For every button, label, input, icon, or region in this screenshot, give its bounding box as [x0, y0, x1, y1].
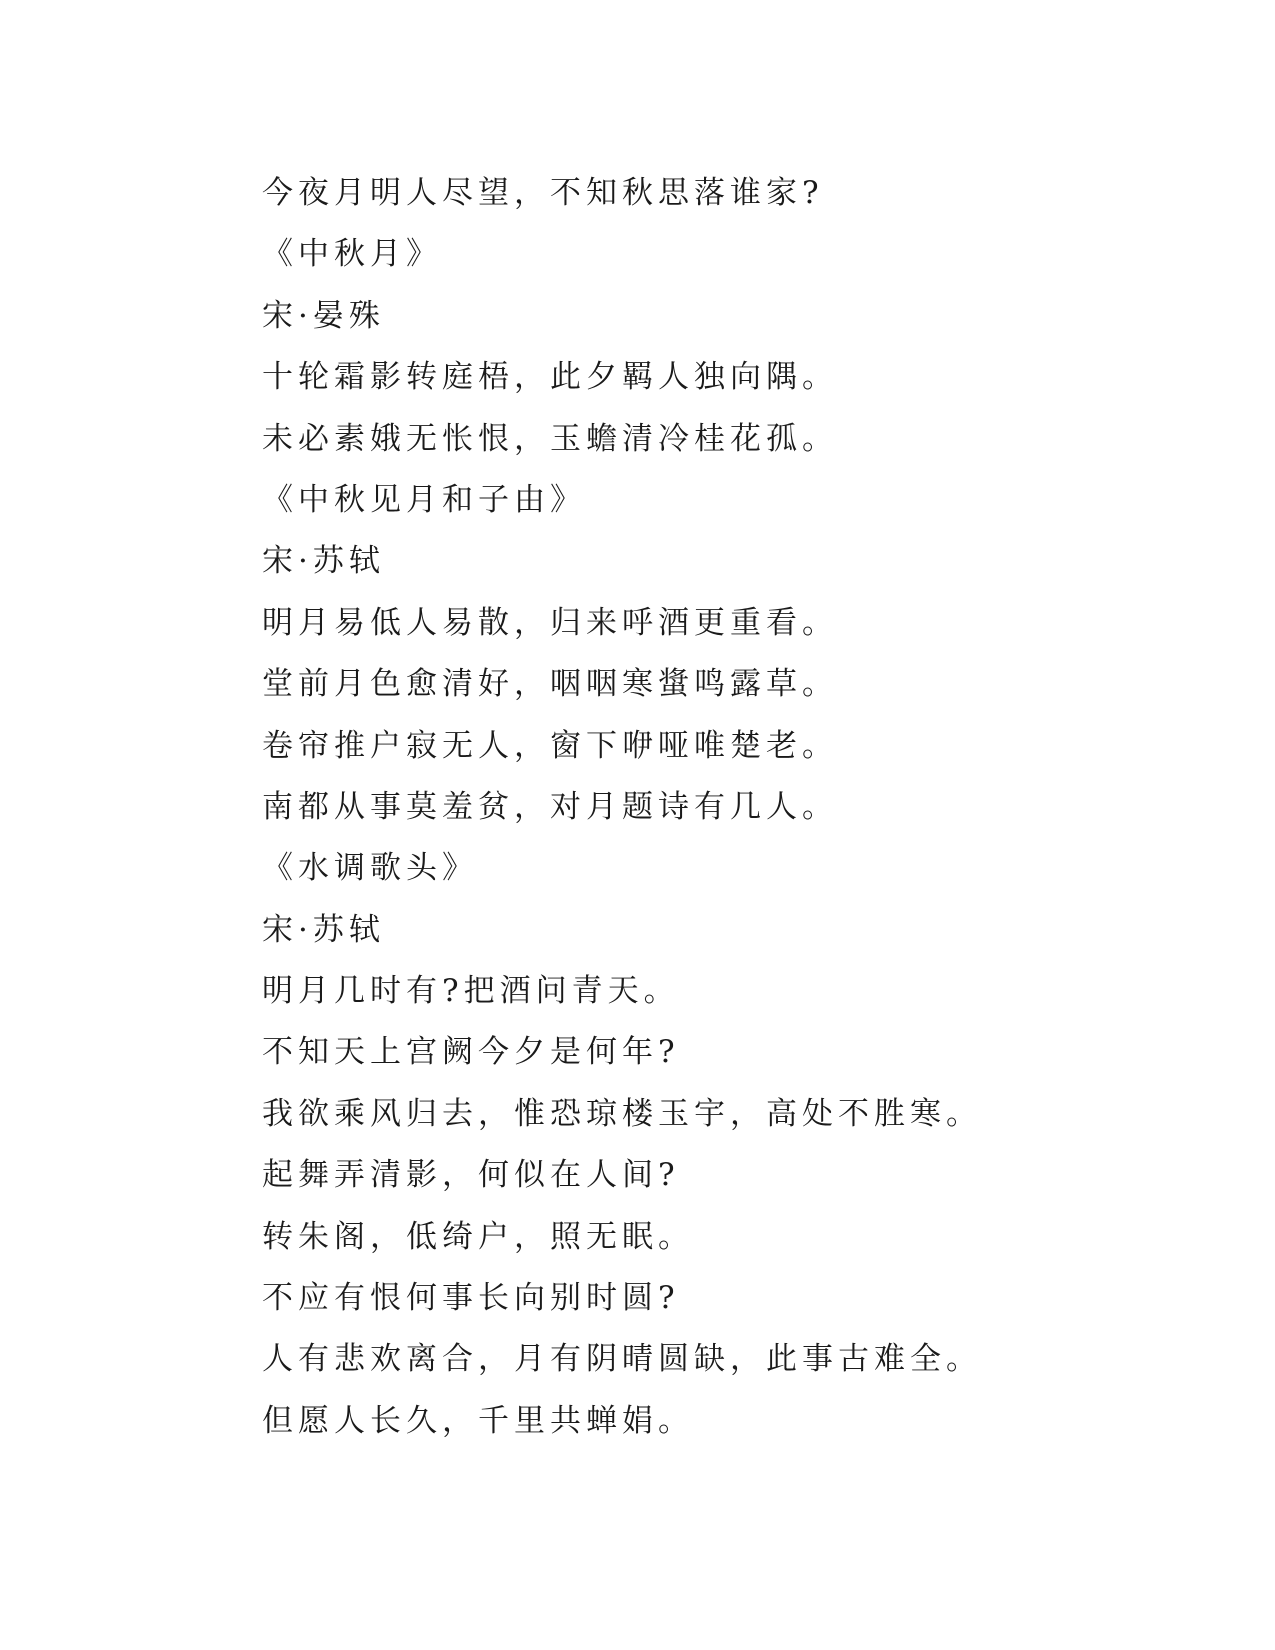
poem-title: 《中秋月》	[262, 236, 442, 273]
poem-line: 今夜月明人尽望，不知秋思落谁家?	[262, 175, 824, 211]
poem-line: 起舞弄清影，何似在人间?	[262, 1157, 680, 1194]
poem-line: 明月几时有?把酒问青天。	[262, 973, 680, 1010]
poem-text-block	[262, 163, 1212, 1452]
poem-line: 南都从事莫羞贫，对月题诗有几人。	[262, 788, 838, 825]
poem-line: 转朱阁，低绮户，照无眠。	[262, 1218, 694, 1255]
poem-line: 未必素娥无怅恨，玉蟾清冷桂花孤。	[262, 420, 838, 457]
poem-author: 宋·苏轼	[262, 911, 385, 948]
poem-author: 宋·苏轼	[262, 543, 385, 580]
poem-line: 不应有恨何事长向别时圆?	[262, 1280, 680, 1317]
poem-line: 人有悲欢离合，月有阴晴圆缺，此事古难全。	[262, 1341, 982, 1378]
poem-line: 堂前月色愈清好，咽咽寒螀鸣露草。	[262, 666, 838, 703]
poem-line: 卷帘推户寂无人，窗下咿哑唯楚老。	[262, 727, 838, 764]
poem-author: 宋·晏殊	[262, 297, 385, 334]
poem-line: 我欲乘风归去，惟恐琼楼玉宇，高处不胜寒。	[262, 1095, 982, 1132]
poem-line: 但愿人长久，千里共蝉娟。	[262, 1402, 694, 1439]
poem-line: 明月易低人易散，归来呼酒更重看。	[262, 604, 838, 641]
poem-title: 《水调歌头》	[262, 850, 478, 887]
poem-title: 《中秋见月和子由》	[262, 481, 586, 518]
poem-line: 十轮霜影转庭梧，此夕羁人独向隅。	[262, 359, 838, 396]
poem-line: 不知天上宫阙今夕是何年?	[262, 1034, 680, 1071]
